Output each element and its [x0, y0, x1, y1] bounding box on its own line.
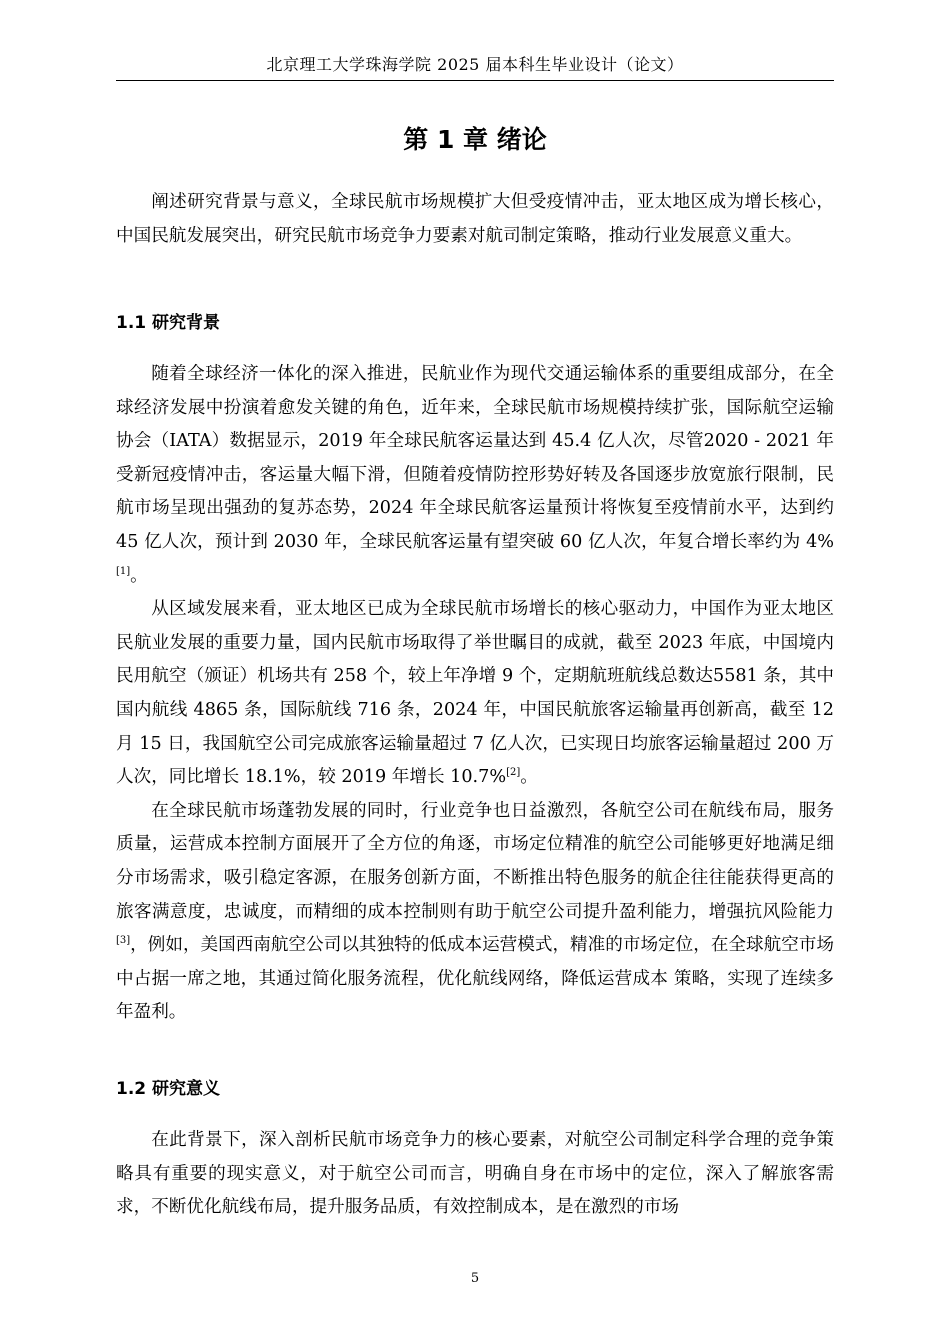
citation-ref-3: [3]	[116, 935, 131, 947]
section-heading-1-2: 1.2 研究意义	[116, 1079, 221, 1099]
intro-block	[116, 186, 834, 253]
background-paragraph-2-tail: 。	[520, 767, 538, 788]
background-paragraph-1	[116, 358, 834, 593]
background-paragraph-3	[116, 795, 834, 1030]
significance-paragraph-1: 在此背景下，深入剖析民航市场竞争力的核心要素，对航空公司制定科学合理的竞争策略具有重要的现实意义，对于航空公司而言，明确自身在市场中的定位，深入了解旅客需求，不断优化航线布局，提升服务品质，有效控制成本，是在激烈的市场	[116, 1130, 834, 1218]
section-1-1-body	[116, 358, 834, 1030]
background-paragraph-1-text: 随着全球经济一体化的深入推进，民航业作为现代交通运输体系的重要组成部分，在全球经济发展中扮演着愈发关键的角色，近年来，全球民航市场规模持续扩张，国际航空运输协会（IATA）数据显示，2019 年全球民航客运量达到 45.4 亿人次，尽管2020 - 2021 年受新冠疫情冲击，客运量大幅下滑，但随着疫情防控形势好转及各国逐步放宽旅行限制，民航市场呈现出强劲的复苏态势，2024 年全球民航客运量预计将恢复至疫情前水平，达到约 45 亿人次，预计到 2030 年，全球民航客运量有望突破 60 亿人次，年复合增长率约为 4%	[116, 364, 834, 552]
background-paragraph-1-tail: 。	[130, 565, 148, 586]
background-paragraph-2-text: 从区域发展来看，亚太地区已成为全球民航市场增长的核心驱动力，中国作为亚太地区民航业发展的重要力量，国内民航市场取得了举世瞩目的成就，截至 2023 年底，中国境内民用航空（颁证）机场共有 258 个，较上年净增 9 个，定期航班航线总数达5581 条，其中国内航线 4865 条，国际航线 716 条，2024 年，中国民航旅客运输量再创新高，截至 12 月 15 日，我国航空公司完成旅客运输量超过 7 亿人次，已实现日均旅客运输量超过 200 万人次，同比增长 18.1%，较 2019 年增长 10.7%	[116, 599, 834, 788]
chapter-title: 第 1 章 绪论	[403, 125, 547, 154]
section-1-1-heading-block	[116, 310, 834, 336]
background-paragraph-2	[116, 593, 834, 795]
citation-ref-1: [1]	[116, 565, 131, 577]
section-1-2-heading-block	[116, 1076, 834, 1102]
section-1-2-body	[116, 1124, 834, 1225]
citation-ref-2: [2]	[506, 767, 521, 779]
intro-paragraph: 阐述研究背景与意义，全球民航市场规模扩大但受疫情冲击，亚太地区成为增长核心，中国民航发展突出，研究民航市场竞争力要素对航司制定策略，推动行业发展意义重大。	[116, 192, 834, 246]
header-rule	[116, 80, 834, 81]
running-header: 北京理工大学珠海学院 2025 届本科生毕业设计（论文）	[266, 55, 684, 74]
background-paragraph-3-tail: ，例如，美国西南航空公司以其独特的低成本运营模式，精准的市场定位，在全球航空市场中占据一席之地，其通过简化服务流程，优化航线网络，降低运营成本 策略，实现了连续多年盈利。	[116, 935, 834, 1023]
page-number: 5	[470, 1271, 480, 1286]
section-heading-1-1: 1.1 研究背景	[116, 313, 221, 333]
background-paragraph-3-text: 在全球民航市场蓬勃发展的同时，行业竞争也日益激烈，各航空公司在航线布局，服务质量，运营成本控制方面展开了全方位的角逐，市场定位精准的航空公司能够更好地满足细分市场需求，吸引稳定客源，在服务创新方面，不断推出特色服务的航企往往能获得更高的旅客满意度，忠诚度，而精细的成本控制则有助于航空公司提升盈利能力，增强抗风险能力	[116, 800, 834, 922]
